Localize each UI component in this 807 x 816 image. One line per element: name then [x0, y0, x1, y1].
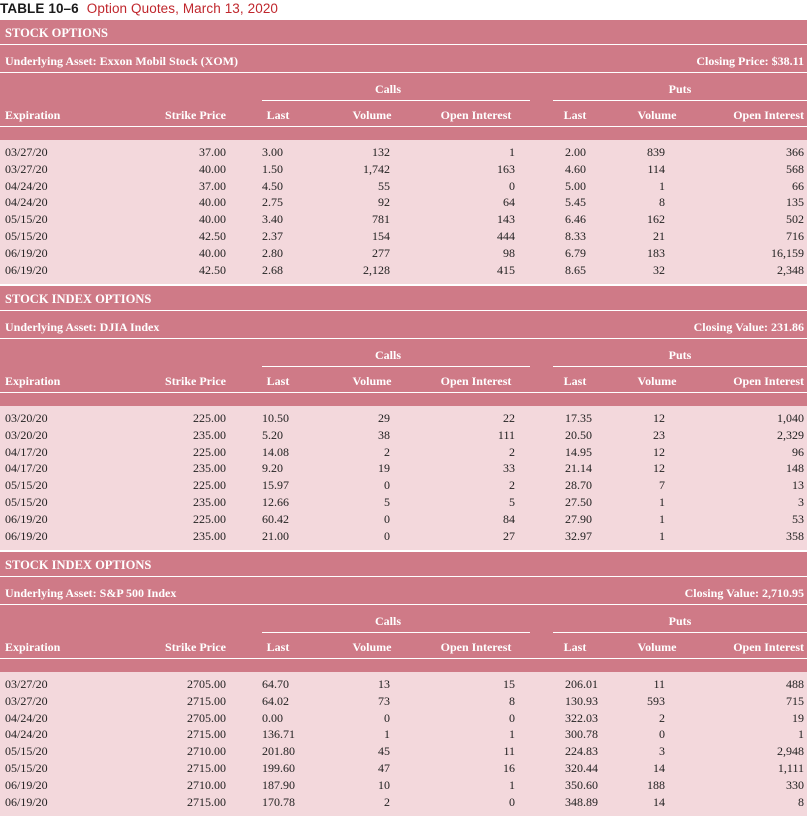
cell-put-last: 17.35 [565, 411, 592, 425]
cell-put-volume: 183 [647, 245, 665, 260]
cell-put-last: 32.97 [565, 528, 592, 543]
cell-put-open-interest: 66 [792, 178, 804, 193]
cell-put-open-interest: 19 [792, 710, 804, 725]
cell-call-volume: 154 [372, 229, 390, 243]
cell-expiration: 05/15/20 [5, 478, 48, 493]
section-body-band [0, 672, 807, 816]
cell-put-volume: 12 [653, 411, 665, 425]
underlying-asset: Underlying Asset: DJIA Index [5, 320, 160, 334]
column-header-put-volume: Volume [637, 640, 677, 654]
cell-call-last: 199.60 [262, 761, 295, 775]
column-header-call-open-interest: Open Interest [440, 374, 512, 388]
cell-call-last: 9.20 [262, 461, 283, 476]
column-header-put-last: Last [563, 108, 587, 122]
cell-call-open-interest: 0 [509, 178, 515, 193]
cell-call-last: 2.75 [262, 195, 283, 210]
cell-call-open-interest: 84 [503, 511, 515, 526]
cell-call-last: 187.90 [262, 777, 295, 792]
cell-put-open-interest: 358 [786, 528, 804, 543]
cell-call-open-interest: 111 [497, 427, 515, 442]
cell-put-open-interest: 2,329 [777, 427, 804, 442]
cell-put-open-interest: 2,948 [777, 744, 804, 759]
cell-put-volume: 593 [647, 693, 665, 708]
cell-put-volume: 14 [653, 761, 665, 775]
column-header-strike-price: Strike Price [165, 374, 226, 388]
cell-call-open-interest: 1 [509, 727, 515, 742]
cell-call-volume: 0 [384, 528, 390, 543]
cell-put-last: 2.00 [565, 145, 586, 159]
column-header-call-last: Last [266, 640, 290, 654]
cell-put-last: 300.78 [565, 727, 598, 742]
cell-put-volume: 8 [659, 195, 665, 210]
cell-call-last: 201.80 [262, 744, 295, 759]
cell-call-volume: 13 [378, 677, 390, 691]
calls-group-label: Calls [374, 614, 402, 628]
option-section [0, 552, 807, 816]
cell-strike-price: 40.00 [199, 245, 226, 260]
cell-expiration: 04/24/20 [5, 710, 48, 725]
cell-put-open-interest: 3 [798, 495, 804, 509]
cell-call-last: 12.66 [262, 495, 289, 509]
cell-call-volume: 19 [378, 461, 390, 476]
cell-call-last: 14.08 [262, 444, 289, 459]
cell-put-last: 206.01 [565, 677, 598, 691]
table-name: Option Quotes, March 13, 2020 [86, 1, 279, 16]
underlying-asset: Underlying Asset: S&P 500 Index [5, 586, 177, 600]
puts-group-rule [553, 100, 807, 101]
cell-call-last: 5.20 [262, 427, 283, 442]
cell-put-last: 27.50 [565, 495, 592, 509]
cell-strike-price: 2715.00 [187, 761, 226, 775]
cell-call-open-interest: 0 [509, 794, 515, 809]
cell-call-open-interest: 2 [509, 478, 515, 493]
cell-strike-price: 2705.00 [187, 677, 226, 691]
column-header-expiration: Expiration [5, 640, 61, 654]
cell-call-open-interest: 444 [497, 229, 515, 243]
column-header-strike-price: Strike Price [165, 108, 226, 122]
cell-put-volume: 23 [653, 427, 665, 442]
cell-put-volume: 1 [659, 495, 665, 509]
cell-expiration: 06/19/20 [5, 245, 48, 260]
cell-put-last: 4.60 [565, 161, 586, 176]
table-number: TABLE 10–6 [0, 1, 79, 16]
cell-put-volume: 3 [659, 744, 665, 759]
cell-strike-price: 40.00 [199, 161, 226, 176]
cell-call-last: 136.71 [262, 727, 295, 742]
cell-call-open-interest: 143 [497, 212, 515, 227]
header-divider [0, 338, 807, 339]
cell-call-volume: 5 [384, 495, 390, 509]
cell-put-last: 5.00 [565, 178, 586, 193]
column-header-call-volume: Volume [352, 640, 392, 654]
underlying-asset: Underlying Asset: Exxon Mobil Stock (XOM) [5, 54, 239, 68]
cell-expiration: 05/15/20 [5, 229, 48, 243]
cell-put-open-interest: 13 [792, 478, 804, 493]
cell-put-open-interest: 96 [792, 444, 804, 459]
cell-put-last: 6.79 [565, 245, 586, 260]
column-header-call-last: Last [266, 374, 290, 388]
cell-put-open-interest: 716 [786, 229, 804, 243]
cell-call-last: 1.50 [262, 161, 283, 176]
cell-strike-price: 37.00 [199, 178, 226, 193]
cell-strike-price: 2705.00 [187, 710, 226, 725]
cell-put-last: 348.89 [565, 794, 598, 809]
cell-strike-price: 235.00 [193, 495, 226, 509]
cell-call-last: 2.37 [262, 229, 283, 243]
header-divider [0, 604, 807, 605]
cell-put-volume: 839 [647, 145, 665, 159]
cell-expiration: 03/27/20 [5, 145, 48, 159]
cell-put-volume: 11 [653, 677, 665, 691]
column-header-put-volume: Volume [637, 374, 677, 388]
cell-expiration: 03/27/20 [5, 677, 48, 691]
cell-strike-price: 40.00 [199, 195, 226, 210]
cell-put-volume: 21 [653, 229, 665, 243]
column-header-call-last: Last [266, 108, 290, 122]
option-section [0, 20, 807, 284]
cell-call-open-interest: 2 [509, 444, 515, 459]
cell-strike-price: 235.00 [193, 461, 226, 476]
cell-call-open-interest: 1 [509, 777, 515, 792]
cell-call-volume: 10 [378, 777, 390, 792]
cell-put-last: 8.65 [565, 262, 586, 277]
column-header-expiration: Expiration [5, 108, 61, 122]
column-header-call-volume: Volume [352, 108, 392, 122]
cell-put-last: 5.45 [565, 195, 586, 210]
cell-put-last: 14.95 [565, 444, 592, 459]
header-divider [0, 126, 807, 127]
cell-call-open-interest: 27 [503, 528, 515, 543]
cell-put-open-interest: 1 [798, 727, 804, 742]
cell-put-open-interest: 53 [792, 511, 804, 526]
calls-group-rule [262, 100, 530, 101]
cell-put-volume: 0 [659, 727, 665, 742]
column-header-put-open-interest: Open Interest [733, 108, 804, 122]
calls-group-rule [262, 366, 530, 367]
cell-call-volume: 0 [384, 478, 390, 493]
cell-put-volume: 162 [647, 212, 665, 227]
cell-call-last: 15.97 [262, 478, 289, 493]
section-title: STOCK INDEX OPTIONS [5, 558, 152, 572]
cell-put-open-interest: 2,348 [777, 262, 804, 277]
column-header-put-open-interest: Open Interest [733, 374, 804, 388]
cell-put-volume: 1 [659, 528, 665, 543]
cell-strike-price: 2715.00 [187, 794, 226, 809]
cell-put-open-interest: 330 [786, 777, 804, 792]
cell-put-last: 28.70 [565, 478, 592, 493]
cell-call-volume: 1,742 [363, 161, 390, 176]
cell-call-volume: 2 [384, 794, 390, 809]
cell-call-volume: 92 [378, 195, 390, 210]
cell-call-last: 3.40 [262, 212, 283, 227]
puts-group-label: Puts [668, 82, 692, 96]
cell-expiration: 06/19/20 [5, 511, 48, 526]
cell-put-last: 21.14 [565, 461, 592, 476]
closing-value: Closing Value: 231.86 [693, 320, 804, 334]
cell-put-volume: 114 [647, 161, 665, 176]
cell-expiration: 03/20/20 [5, 427, 48, 442]
cell-expiration: 06/19/20 [5, 528, 48, 543]
cell-expiration: 05/15/20 [5, 495, 48, 509]
cell-call-open-interest: 22 [503, 411, 515, 425]
cell-put-last: 130.93 [565, 693, 598, 708]
puts-group-label: Puts [668, 348, 692, 362]
cell-call-volume: 781 [372, 212, 390, 227]
cell-put-volume: 12 [653, 444, 665, 459]
cell-call-open-interest: 98 [503, 245, 515, 260]
cell-call-volume: 2,128 [363, 262, 390, 277]
section-title: STOCK INDEX OPTIONS [5, 292, 152, 306]
cell-strike-price: 37.00 [199, 145, 226, 159]
cell-put-open-interest: 568 [786, 161, 804, 176]
column-header-put-open-interest: Open Interest [733, 640, 804, 654]
cell-call-last: 21.00 [262, 528, 289, 543]
option-section [0, 286, 807, 550]
cell-put-volume: 14 [653, 794, 665, 809]
cell-call-last: 3.00 [262, 145, 283, 159]
cell-put-volume: 1 [659, 178, 665, 193]
calls-group-label: Calls [374, 348, 402, 362]
section-header-band [0, 20, 807, 140]
cell-call-volume: 73 [378, 693, 390, 708]
column-header-call-open-interest: Open Interest [440, 108, 512, 122]
cell-put-volume: 7 [659, 478, 665, 493]
section-body-band [0, 140, 807, 284]
cell-strike-price: 42.50 [199, 229, 226, 243]
cell-put-open-interest: 715 [786, 693, 804, 708]
closing-value: Closing Value: 2,710.95 [684, 586, 804, 600]
cell-put-volume: 188 [647, 777, 665, 792]
cell-call-last: 2.68 [262, 262, 283, 277]
cell-strike-price: 225.00 [193, 511, 226, 526]
cell-put-volume: 32 [653, 262, 665, 277]
cell-call-last: 4.50 [262, 178, 283, 193]
section-body-band [0, 406, 807, 550]
cell-call-open-interest: 11 [503, 744, 515, 759]
header-divider [0, 44, 807, 45]
cell-call-last: 10.50 [262, 411, 289, 425]
cell-call-volume: 47 [378, 761, 390, 775]
cell-strike-price: 235.00 [193, 528, 226, 543]
cell-call-open-interest: 163 [497, 161, 515, 176]
cell-call-open-interest: 0 [509, 710, 515, 725]
cell-put-volume: 12 [653, 461, 665, 476]
cell-expiration: 05/15/20 [5, 212, 48, 227]
column-header-put-last: Last [563, 640, 587, 654]
table-title [0, 0, 278, 20]
cell-put-open-interest: 135 [786, 195, 804, 210]
cell-put-last: 27.90 [565, 511, 592, 526]
cell-expiration: 04/24/20 [5, 178, 48, 193]
cell-put-last: 350.60 [565, 777, 598, 792]
cell-put-open-interest: 8 [798, 794, 804, 809]
cell-call-open-interest: 415 [497, 262, 515, 277]
puts-group-rule [553, 632, 807, 633]
cell-call-last: 64.70 [262, 677, 289, 691]
cell-call-volume: 277 [372, 245, 390, 260]
cell-strike-price: 2715.00 [187, 693, 226, 708]
column-header-call-open-interest: Open Interest [440, 640, 512, 654]
cell-expiration: 04/24/20 [5, 195, 48, 210]
cell-strike-price: 225.00 [193, 444, 226, 459]
header-divider [0, 310, 807, 311]
cell-call-last: 0.00 [262, 710, 283, 725]
closing-value: Closing Price: $38.11 [696, 54, 804, 68]
cell-strike-price: 235.00 [193, 427, 226, 442]
calls-group-label: Calls [374, 82, 402, 96]
cell-strike-price: 2710.00 [187, 744, 226, 759]
cell-put-open-interest: 16,159 [771, 245, 804, 260]
cell-call-last: 170.78 [262, 794, 295, 809]
cell-call-volume: 0 [384, 511, 390, 526]
cell-call-volume: 132 [372, 145, 390, 159]
cell-put-open-interest: 1,040 [777, 411, 804, 425]
cell-strike-price: 2715.00 [187, 727, 226, 742]
cell-call-last: 60.42 [262, 511, 289, 526]
cell-call-volume: 55 [378, 178, 390, 193]
column-header-put-last: Last [563, 374, 587, 388]
header-divider [0, 392, 807, 393]
header-divider [0, 576, 807, 577]
cell-call-open-interest: 8 [509, 693, 515, 708]
cell-put-open-interest: 1,111 [777, 761, 804, 775]
cell-expiration: 06/19/20 [5, 777, 48, 792]
cell-call-volume: 29 [378, 411, 390, 425]
cell-put-last: 8.33 [565, 229, 586, 243]
cell-call-open-interest: 1 [509, 145, 515, 159]
cell-put-last: 6.46 [565, 212, 586, 227]
cell-put-open-interest: 488 [786, 677, 804, 691]
cell-put-last: 322.03 [565, 710, 598, 725]
cell-expiration: 04/24/20 [5, 727, 48, 742]
cell-strike-price: 225.00 [193, 411, 226, 425]
puts-group-rule [553, 366, 807, 367]
cell-put-last: 20.50 [565, 427, 592, 442]
cell-expiration: 06/19/20 [5, 262, 48, 277]
cell-strike-price: 2710.00 [187, 777, 226, 792]
column-header-expiration: Expiration [5, 374, 61, 388]
cell-call-volume: 38 [378, 427, 390, 442]
header-divider [0, 658, 807, 659]
cell-expiration: 03/27/20 [5, 693, 48, 708]
puts-group-label: Puts [668, 614, 692, 628]
cell-put-open-interest: 366 [786, 145, 804, 159]
column-header-put-volume: Volume [637, 108, 677, 122]
cell-expiration: 06/19/20 [5, 794, 48, 809]
cell-call-volume: 0 [384, 710, 390, 725]
cell-strike-price: 40.00 [199, 212, 226, 227]
cell-call-open-interest: 16 [503, 761, 515, 775]
cell-put-open-interest: 502 [786, 212, 804, 227]
cell-call-open-interest: 33 [503, 461, 515, 476]
cell-expiration: 05/15/20 [5, 744, 48, 759]
cell-call-open-interest: 64 [503, 195, 515, 210]
cell-call-open-interest: 15 [503, 677, 515, 691]
calls-group-rule [262, 632, 530, 633]
header-divider [0, 72, 807, 73]
cell-strike-price: 42.50 [199, 262, 226, 277]
cell-expiration: 03/27/20 [5, 161, 48, 176]
cell-call-volume: 45 [378, 744, 390, 759]
column-header-strike-price: Strike Price [165, 640, 226, 654]
cell-expiration: 03/20/20 [5, 411, 48, 425]
cell-call-last: 64.02 [262, 693, 289, 708]
cell-put-last: 320.44 [565, 761, 598, 775]
section-title: STOCK OPTIONS [5, 26, 108, 40]
cell-call-open-interest: 5 [509, 495, 515, 509]
cell-expiration: 04/17/20 [5, 444, 48, 459]
cell-expiration: 04/17/20 [5, 461, 48, 476]
cell-call-volume: 1 [384, 727, 390, 742]
cell-put-open-interest: 148 [786, 461, 804, 476]
cell-expiration: 05/15/20 [5, 761, 48, 775]
cell-call-last: 2.80 [262, 245, 283, 260]
cell-put-volume: 1 [659, 511, 665, 526]
cell-strike-price: 225.00 [193, 478, 226, 493]
cell-put-last: 224.83 [565, 744, 598, 759]
column-header-call-volume: Volume [352, 374, 392, 388]
cell-put-volume: 2 [659, 710, 665, 725]
cell-call-volume: 2 [384, 444, 390, 459]
